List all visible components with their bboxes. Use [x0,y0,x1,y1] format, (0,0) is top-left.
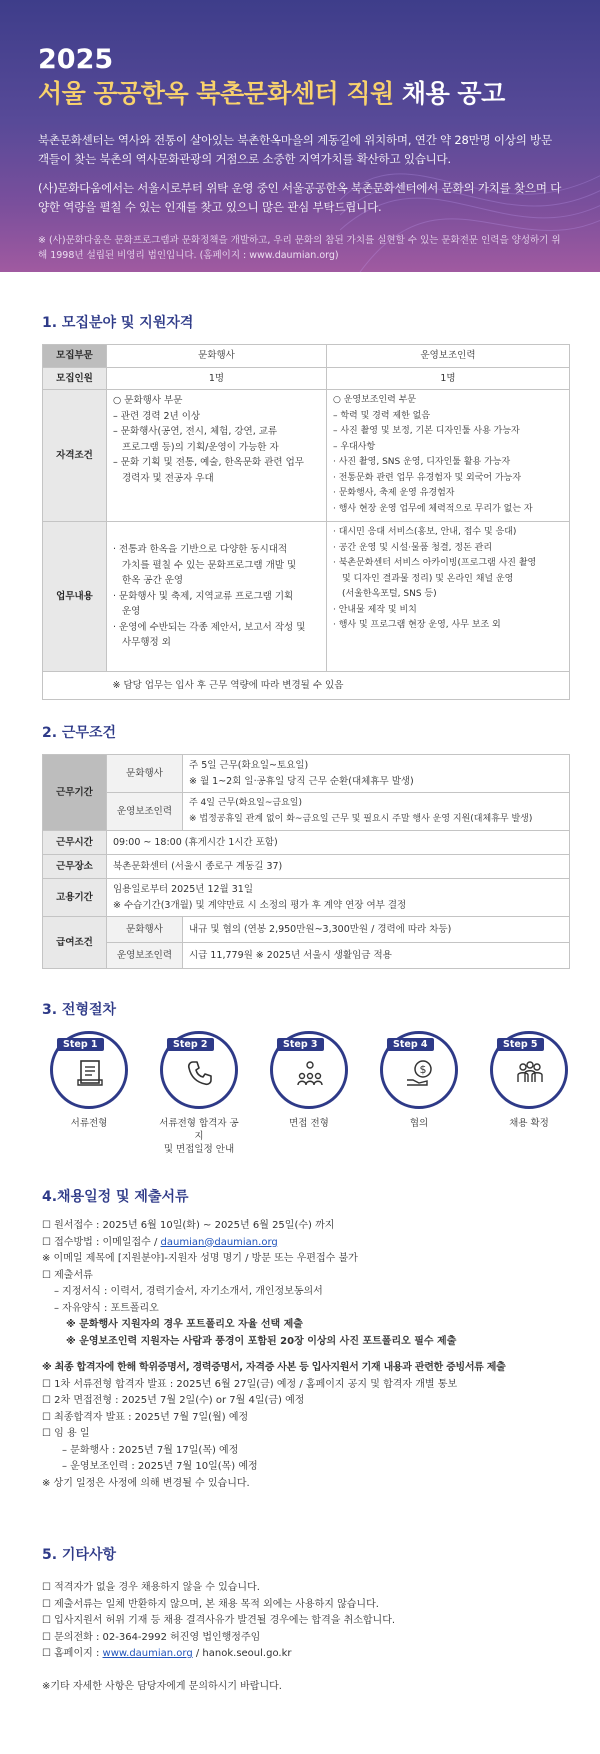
section-process [0,999,600,1156]
hero-title-highlight: 서울 공공한옥 북촌문화센터 직원 [38,79,394,108]
list-item: – 문화 기획 및 전통, 예술, 한옥문화 관련 업무 [113,457,304,468]
step-5 [488,1031,570,1156]
list-item-text: ☐ 접수방법 : 이메일접수 / [42,1236,161,1248]
step-badge: Step 2 [167,1038,214,1051]
list-item: ○ 운영보조인력 부문 [333,395,417,405]
step-2 [158,1031,240,1156]
period-culture-line1: 주 5일 근무(화요일~토요일) [189,760,309,771]
conditions-table [42,754,570,969]
period-support-label: 운영보조인력 [107,793,183,831]
email-link[interactable]: daumian@daumian.org [160,1236,278,1248]
list-item: · 대시민 응대 서비스(홍보, 안내, 접수 및 응대) [333,527,517,537]
hero-note: ※ (사)문화다움은 문화프로그램과 문화정책을 개발하고, 우리 문화의 참된 가치를 실현할 수 있는 문화전문 인력을 양성하기 위해 1998년 설립된 비영리 법인입니다. (홈페이지 : www.daumian.org) [38,235,561,261]
step-label [158,1117,240,1156]
list-item: ☐ 입사지원서 허위 기재 등 채용 결격사유가 발견될 경우에는 합격을 취소합니다. [42,1615,396,1626]
process-steps [42,1031,570,1156]
schedule-list [42,1218,570,1492]
list-item: · 문화행사 및 축제, 지역교류 프로그램 기획 [113,590,294,602]
step-badge: Step 1 [57,1038,104,1051]
list-item: · 행사 및 프로그램 현장 운영, 사무 보조 외 [333,620,501,630]
list-item: · 운영에 수반되는 각종 제안서, 보고서 작성 및 [113,621,306,633]
list-item: · 북촌문화센터 서비스 아카이빙(프로그램 사진 촬영 [333,558,537,568]
list-item: ※ 운영보조인력 지원자는 사람과 풍경이 포함된 20장 이상의 사진 포트폴리오 필수 제출 [66,1335,457,1347]
header-period: 근무기간 [43,755,107,831]
hero-paragraph-2: (사)문화다움에서는 서울시로부터 위탁 운영 중인 서울공공한옥 북촌문화센터에서 문화의 가치를 찾으며 다양한 역량을 펼칠 수 있는 인재를 찾고 있으니 많은 관심 부탁드립니다. [38,181,562,214]
list-item: ☐ 임 용 일 [42,1428,90,1439]
step-badge: Step 3 [277,1038,324,1051]
duty-note: ※ 담당 업무는 입사 후 근무 역량에 따라 변경될 수 있음 [107,672,570,700]
list-item: · 전통문화 관련 업무 유경험자 및 외국어 가능자 [333,472,522,483]
section-title-4: 4.채용일정 및 제출서류 [42,1189,189,1205]
list-item: ☐ 원서접수 : 2025년 6월 10일(화) ~ 2025년 6월 25일(수) 까지 [42,1220,335,1231]
list-item: ○ 문화행사 부문 [113,395,183,406]
list-item-text: / hanok.seoul.go.kr [192,1648,292,1659]
header-employment: 고용기간 [43,879,107,917]
list-item: – 문화행사 : 2025년 7월 17일(목) 예정 [62,1444,239,1456]
step-circle [270,1031,348,1109]
section-conditions [0,722,600,969]
list-item: 한옥 공간 운영 [122,575,184,587]
list-item: ☐ 최종합격자 발표 : 2025년 7월 7일(월) 예정 [42,1411,249,1423]
step-label-line: 서류전형 합격자 공지 [159,1118,239,1142]
list-item-text: ☐ 홈페이지 : [42,1648,103,1659]
qualification-support [327,390,570,522]
header-place: 근무장소 [43,855,107,879]
recruitment-table [42,344,570,700]
list-item: · 문화행사, 축제 운영 유경험자 [333,488,455,498]
list-item: · 전통과 한옥을 기반으로 다양한 동시대적 [113,544,288,556]
list-item: 및 디자인 결과물 정리) 및 온라인 채널 운영 [342,573,514,584]
team-icon [515,1058,545,1088]
hours-value: 09:00 ~ 18:00 (휴게시간 1시간 포함) [107,831,570,855]
header-count: 모집인원 [43,367,107,390]
hero-banner [0,0,600,272]
period-culture-label: 문화행사 [107,755,183,793]
list-item: ※ 문화행사 지원자의 경우 포트폴리오 자율 선택 제출 [66,1319,303,1330]
document-icon [75,1058,105,1088]
list-item: ☐ 제출서류는 일체 반환하지 않으며, 본 채용 목적 외에는 사용하지 않습니다. [42,1598,379,1610]
period-culture [183,755,570,793]
duty-culture [107,522,327,672]
list-item: 사무행정 외 [122,637,171,649]
list-item [42,1235,570,1252]
list-item: · 안내물 제작 및 비치 [333,604,417,615]
duty-support [327,522,570,672]
step-label-line: 및 면접일정 안내 [163,1144,235,1155]
list-item: – 학력 및 경력 제한 없음 [333,410,431,421]
list-item: ※ 최종 합격자에 한해 학위증명서, 경력증명서, 자격증 사본 등 입사지원서 기재 내용과 관련한 증빙서류 제출 [42,1362,506,1373]
svg-text:$: $ [419,1063,427,1076]
list-item: 가치를 펼칠 수 있는 문화프로그램 개발 및 [122,559,297,571]
header-duty: 업무내용 [43,522,107,672]
employment-line2: ※ 수습기간(3개월) 및 계약만료 시 소정의 평가 후 계약 연장 여부 결정 [113,899,407,911]
pay-culture: 내규 및 협의 (연봉 2,950만원~3,300만원 / 경력에 따라 차등) [183,917,570,943]
dept-culture: 문화행사 [107,345,327,368]
section-misc [0,1544,600,1695]
list-item: ☐ 2차 면접전형 : 2025년 7월 2일(수) or 7월 4일(금) 예정 [42,1395,305,1406]
section-title-2: 2. 근무조건 [42,725,117,741]
list-item: ☐ 문의전화 : 02-364-2992 허진영 법인행정주임 [42,1631,261,1643]
step-circle [380,1031,458,1109]
section-title-3: 3. 전형절차 [42,1002,117,1018]
step-label-line: 서류전형 [70,1118,108,1129]
list-item: – 우대사항 [333,441,376,452]
step-label-line: 면접 전형 [289,1118,329,1129]
step-3 [268,1031,350,1156]
list-item: – 사진 촬영 및 보정, 기본 디자인툴 사용 가능자 [333,426,520,436]
step-label-line: 채용 확정 [509,1118,549,1129]
step-label-line: 협의 [409,1118,429,1129]
list-item: – 문화행사(공연, 전시, 체험, 강연, 교류 [113,426,278,437]
pay-support: 시급 11,779원 ※ 2025년 서울시 생활임금 적용 [183,943,570,969]
list-item: ☐ 1차 서류전형 합격자 발표 : 2025년 6월 27일(금) 예정 / 홈페이지 공지 및 합격자 개별 통보 [42,1378,458,1390]
list-item: 경력자 및 전공자 우대 [122,472,214,484]
header-dept: 모집부문 [43,345,107,368]
list-item: · 공간 운영 및 시설·물품 청결, 정돈 관리 [333,542,493,553]
step-circle [50,1031,128,1109]
homepage-link[interactable]: www.daumian.org [102,1648,193,1659]
section-title-5: 5. 기타사항 [42,1547,117,1563]
list-item: – 자유양식 : 포트폴리오 [54,1302,159,1314]
list-item: · 행사 현장 운영 업무에 체력적으로 무리가 없는 자 [333,503,533,514]
list-item: – 지정서식 : 이력서, 경력기술서, 자기소개서, 개인정보동의서 [54,1286,323,1297]
pay-support-label: 운영보조인력 [107,943,183,969]
spacer [42,1663,570,1679]
interview-icon [295,1058,325,1088]
list-item: 운영 [122,606,141,618]
step-label [268,1117,350,1130]
list-item: 프로그램 등)의 기획/운영이 가능한 자 [122,441,279,453]
section-recruitment [0,312,600,700]
header-qualification: 자격조건 [43,390,107,522]
wave-decoration [340,0,600,272]
spacer [42,1350,570,1360]
period-support-line1: 주 4일 근무(화요일~금요일) [189,798,302,808]
step-circle [160,1031,238,1109]
employment-line1: 임용일로부터 2025년 12월 31일 [113,884,254,895]
count-culture: 1명 [107,367,327,390]
period-culture-line2: ※ 월 1~2회 일·공휴일 당직 근무 순환(대체휴무 발생) [189,775,414,787]
period-support [183,793,570,831]
step-badge: Step 5 [497,1038,544,1051]
header-pay: 급여조건 [43,917,107,969]
qualification-culture [107,390,327,522]
list-item: ☐ 제출서류 [42,1269,93,1281]
step-4 [378,1031,460,1156]
pay-culture-label: 문화행사 [107,917,183,943]
section-title-1: 1. 모집분야 및 지원자격 [42,315,194,331]
step-badge: Step 4 [387,1038,434,1051]
step-circle [490,1031,568,1109]
dept-support: 운영보조인력 [327,345,570,368]
list-item: ※ 이메일 제목에 [지원분야]-지원자 성명 명기 / 방문 또는 우편접수 불가 [42,1253,358,1264]
header-hours: 근무시간 [43,831,107,855]
phone-icon [185,1058,215,1088]
employment-value [107,879,570,917]
hero-title-suffix: 채용 공고 [393,79,505,108]
step-1 [48,1031,130,1156]
step-label [488,1117,570,1130]
step-label [48,1117,130,1130]
list-item: ☐ 적격자가 없을 경우 채용하지 않을 수 있습니다. [42,1582,260,1593]
list-item: · 사진 촬영, SNS 운영, 디자인툴 활용 가능자 [333,457,511,467]
place-value: 북촌문화센터 (서울시 종로구 계동길 37) [107,855,570,879]
list-item: – 관련 경력 2년 이상 [113,410,201,422]
hero-year: 2025 [38,44,114,75]
list-item: ※기타 자세한 사항은 담당자에게 문의하시기 바랍니다. [42,1680,282,1692]
misc-list [42,1580,570,1695]
list-item: (서울한옥포털, SNS 등) [342,589,437,599]
empty-cell [43,672,107,700]
list-item [42,1646,570,1663]
count-support: 1명 [327,367,570,390]
list-item: ※ 상기 일정은 사정에 의해 변경될 수 있습니다. [42,1477,250,1489]
money-hand-icon [405,1058,435,1088]
section-schedule [0,1186,600,1492]
hero-paragraph-1: 북촌문화센터는 역사와 전통이 살아있는 북촌한옥마을의 계동길에 위치하며, 연간 약 28만명 이상의 방문객들이 찾는 북촌의 역사문화관광의 거점으로 소중한 지역가치를 확산하고 있습니다. [38,133,552,166]
period-support-line2: ※ 법정공휴일 관계 없이 화~금요일 근무 및 필요시 주말 행사 운영 지원(대체휴무 발생) [189,813,533,824]
list-item: – 운영보조인력 : 2025년 7월 10일(목) 예정 [62,1461,258,1472]
step-label [378,1117,460,1130]
